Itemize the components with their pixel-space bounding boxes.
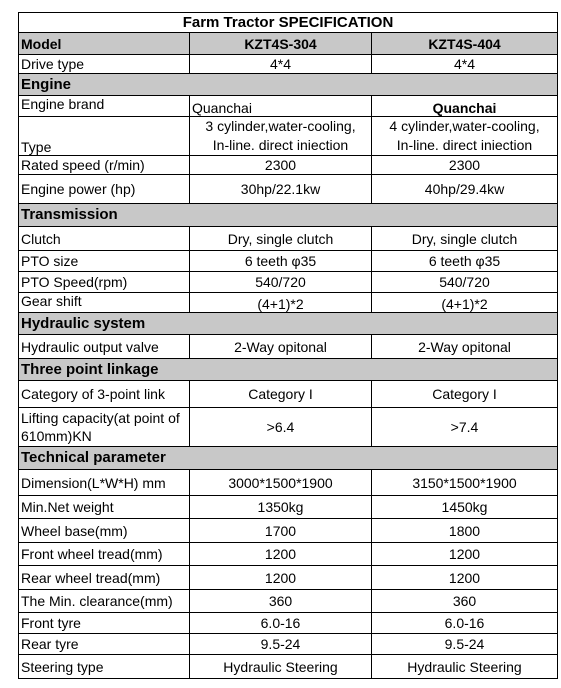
section-technical-row bbox=[19, 447, 558, 470]
steering-label: Steering type bbox=[19, 655, 190, 679]
weight-row bbox=[19, 496, 558, 519]
model-row bbox=[19, 33, 558, 55]
clutch-b: Dry, single clutch bbox=[372, 227, 558, 251]
gear-shift-a: (4+1)*2 bbox=[190, 293, 372, 313]
clearance-row bbox=[19, 590, 558, 613]
engine-brand-b: Quanchai bbox=[372, 96, 558, 117]
front-tread-a: 1200 bbox=[190, 543, 372, 566]
dimension-row bbox=[19, 470, 558, 496]
section-hydraulic-row bbox=[19, 313, 558, 335]
engine-power-b: 40hp/29.4kw bbox=[372, 175, 558, 204]
front-tyre-row bbox=[19, 613, 558, 634]
wheel-base-label: Wheel base(mm) bbox=[19, 519, 190, 543]
steering-row bbox=[19, 655, 558, 679]
weight-a: 1350kg bbox=[190, 496, 372, 519]
engine-power-row bbox=[19, 175, 558, 204]
pto-speed-b: 540/720 bbox=[372, 272, 558, 293]
rear-tyre-row bbox=[19, 634, 558, 655]
weight-label: Min.Net weight bbox=[19, 496, 190, 519]
steering-a: Hydraulic Steering bbox=[190, 655, 372, 679]
type-label: Type bbox=[19, 117, 190, 156]
type-row bbox=[19, 117, 558, 156]
section-hydraulic: Hydraulic system bbox=[19, 313, 558, 335]
engine-brand-a: Quanchai bbox=[190, 96, 372, 117]
front-tyre-label: Front tyre bbox=[19, 613, 190, 634]
category-row bbox=[19, 381, 558, 408]
type-a-line2: In-line. direct iniection bbox=[212, 137, 349, 153]
clutch-a: Dry, single clutch bbox=[190, 227, 372, 251]
hydraulic-valve-a: 2-Way opitonal bbox=[190, 335, 372, 359]
hydraulic-valve-label: Hydraulic output valve bbox=[19, 335, 190, 359]
dimension-a: 3000*1500*1900 bbox=[190, 470, 372, 496]
rated-speed-b: 2300 bbox=[372, 156, 558, 175]
lifting-row bbox=[19, 408, 558, 447]
clearance-label: The Min. clearance(mm) bbox=[19, 590, 190, 613]
spec-table bbox=[18, 12, 558, 679]
title-row bbox=[19, 13, 558, 33]
rear-tread-a: 1200 bbox=[190, 566, 372, 590]
section-transmission-row bbox=[19, 204, 558, 227]
clearance-a: 360 bbox=[190, 590, 372, 613]
engine-brand-row bbox=[19, 96, 558, 117]
gear-shift-label: Gear shift bbox=[19, 293, 190, 313]
rear-tyre-b: 9.5-24 bbox=[372, 634, 558, 655]
drive-type-row bbox=[19, 55, 558, 74]
pto-speed-row bbox=[19, 272, 558, 293]
hydraulic-valve-row bbox=[19, 335, 558, 359]
section-linkage-row bbox=[19, 359, 558, 381]
section-transmission: Transmission bbox=[19, 204, 558, 227]
model-a: KZT4S-304 bbox=[190, 33, 372, 55]
lifting-a: >6.4 bbox=[190, 408, 372, 447]
type-a-line1: 3 cylinder,water-cooling, bbox=[205, 118, 356, 134]
engine-brand-label: Engine brand bbox=[19, 96, 190, 117]
steering-b: Hydraulic Steering bbox=[372, 655, 558, 679]
type-b bbox=[372, 117, 558, 156]
drive-type-label: Drive type bbox=[19, 55, 190, 74]
type-a bbox=[190, 117, 372, 156]
section-technical: Technical parameter bbox=[19, 447, 558, 470]
model-label: Model bbox=[19, 33, 190, 55]
wheel-base-row bbox=[19, 519, 558, 543]
rear-tread-label: Rear wheel tread(mm) bbox=[19, 566, 190, 590]
pto-speed-a: 540/720 bbox=[190, 272, 372, 293]
gear-shift-row bbox=[19, 293, 558, 313]
category-b: Category I bbox=[372, 381, 558, 408]
model-b: KZT4S-404 bbox=[372, 33, 558, 55]
dimension-label: Dimension(L*W*H) mm bbox=[19, 470, 190, 496]
clearance-b: 360 bbox=[372, 590, 558, 613]
sheet-title: Farm Tractor SPECIFICATION bbox=[19, 13, 558, 33]
pto-size-a: 6 teeth φ35 bbox=[190, 251, 372, 272]
section-linkage: Three point linkage bbox=[19, 359, 558, 381]
lifting-b: >7.4 bbox=[372, 408, 558, 447]
lifting-label: Lifting capacity(at point of 610mm)KN bbox=[19, 408, 190, 447]
drive-type-a: 4*4 bbox=[190, 55, 372, 74]
front-tyre-a: 6.0-16 bbox=[190, 613, 372, 634]
pto-size-b: 6 teeth φ35 bbox=[372, 251, 558, 272]
front-tread-b: 1200 bbox=[372, 543, 558, 566]
wheel-base-a: 1700 bbox=[190, 519, 372, 543]
front-tyre-b: 6.0-16 bbox=[372, 613, 558, 634]
rear-tread-row bbox=[19, 566, 558, 590]
section-engine-row bbox=[19, 74, 558, 96]
category-label: Category of 3-point link bbox=[19, 381, 190, 408]
rated-speed-row bbox=[19, 156, 558, 175]
hydraulic-valve-b: 2-Way opitonal bbox=[372, 335, 558, 359]
engine-power-a: 30hp/22.1kw bbox=[190, 175, 372, 204]
pto-size-row bbox=[19, 251, 558, 272]
rear-tread-b: 1200 bbox=[372, 566, 558, 590]
dimension-b: 3150*1500*1900 bbox=[372, 470, 558, 496]
drive-type-b: 4*4 bbox=[372, 55, 558, 74]
weight-b: 1450kg bbox=[372, 496, 558, 519]
engine-power-label: Engine power (hp) bbox=[19, 175, 190, 204]
clutch-label: Clutch bbox=[19, 227, 190, 251]
type-b-line1: 4 cylinder,water-cooling, bbox=[389, 118, 540, 134]
type-b-line2: In-line. direct iniection bbox=[396, 137, 533, 153]
rear-tyre-a: 9.5-24 bbox=[190, 634, 372, 655]
section-engine: Engine bbox=[19, 74, 558, 96]
rated-speed-label: Rated speed (r/min) bbox=[19, 156, 190, 175]
rear-tyre-label: Rear tyre bbox=[19, 634, 190, 655]
wheel-base-b: 1800 bbox=[372, 519, 558, 543]
front-tread-label: Front wheel tread(mm) bbox=[19, 543, 190, 566]
front-tread-row bbox=[19, 543, 558, 566]
category-a: Category I bbox=[190, 381, 372, 408]
rated-speed-a: 2300 bbox=[190, 156, 372, 175]
pto-size-label: PTO size bbox=[19, 251, 190, 272]
gear-shift-b: (4+1)*2 bbox=[372, 293, 558, 313]
clutch-row bbox=[19, 227, 558, 251]
pto-speed-label: PTO Speed(rpm) bbox=[19, 272, 190, 293]
